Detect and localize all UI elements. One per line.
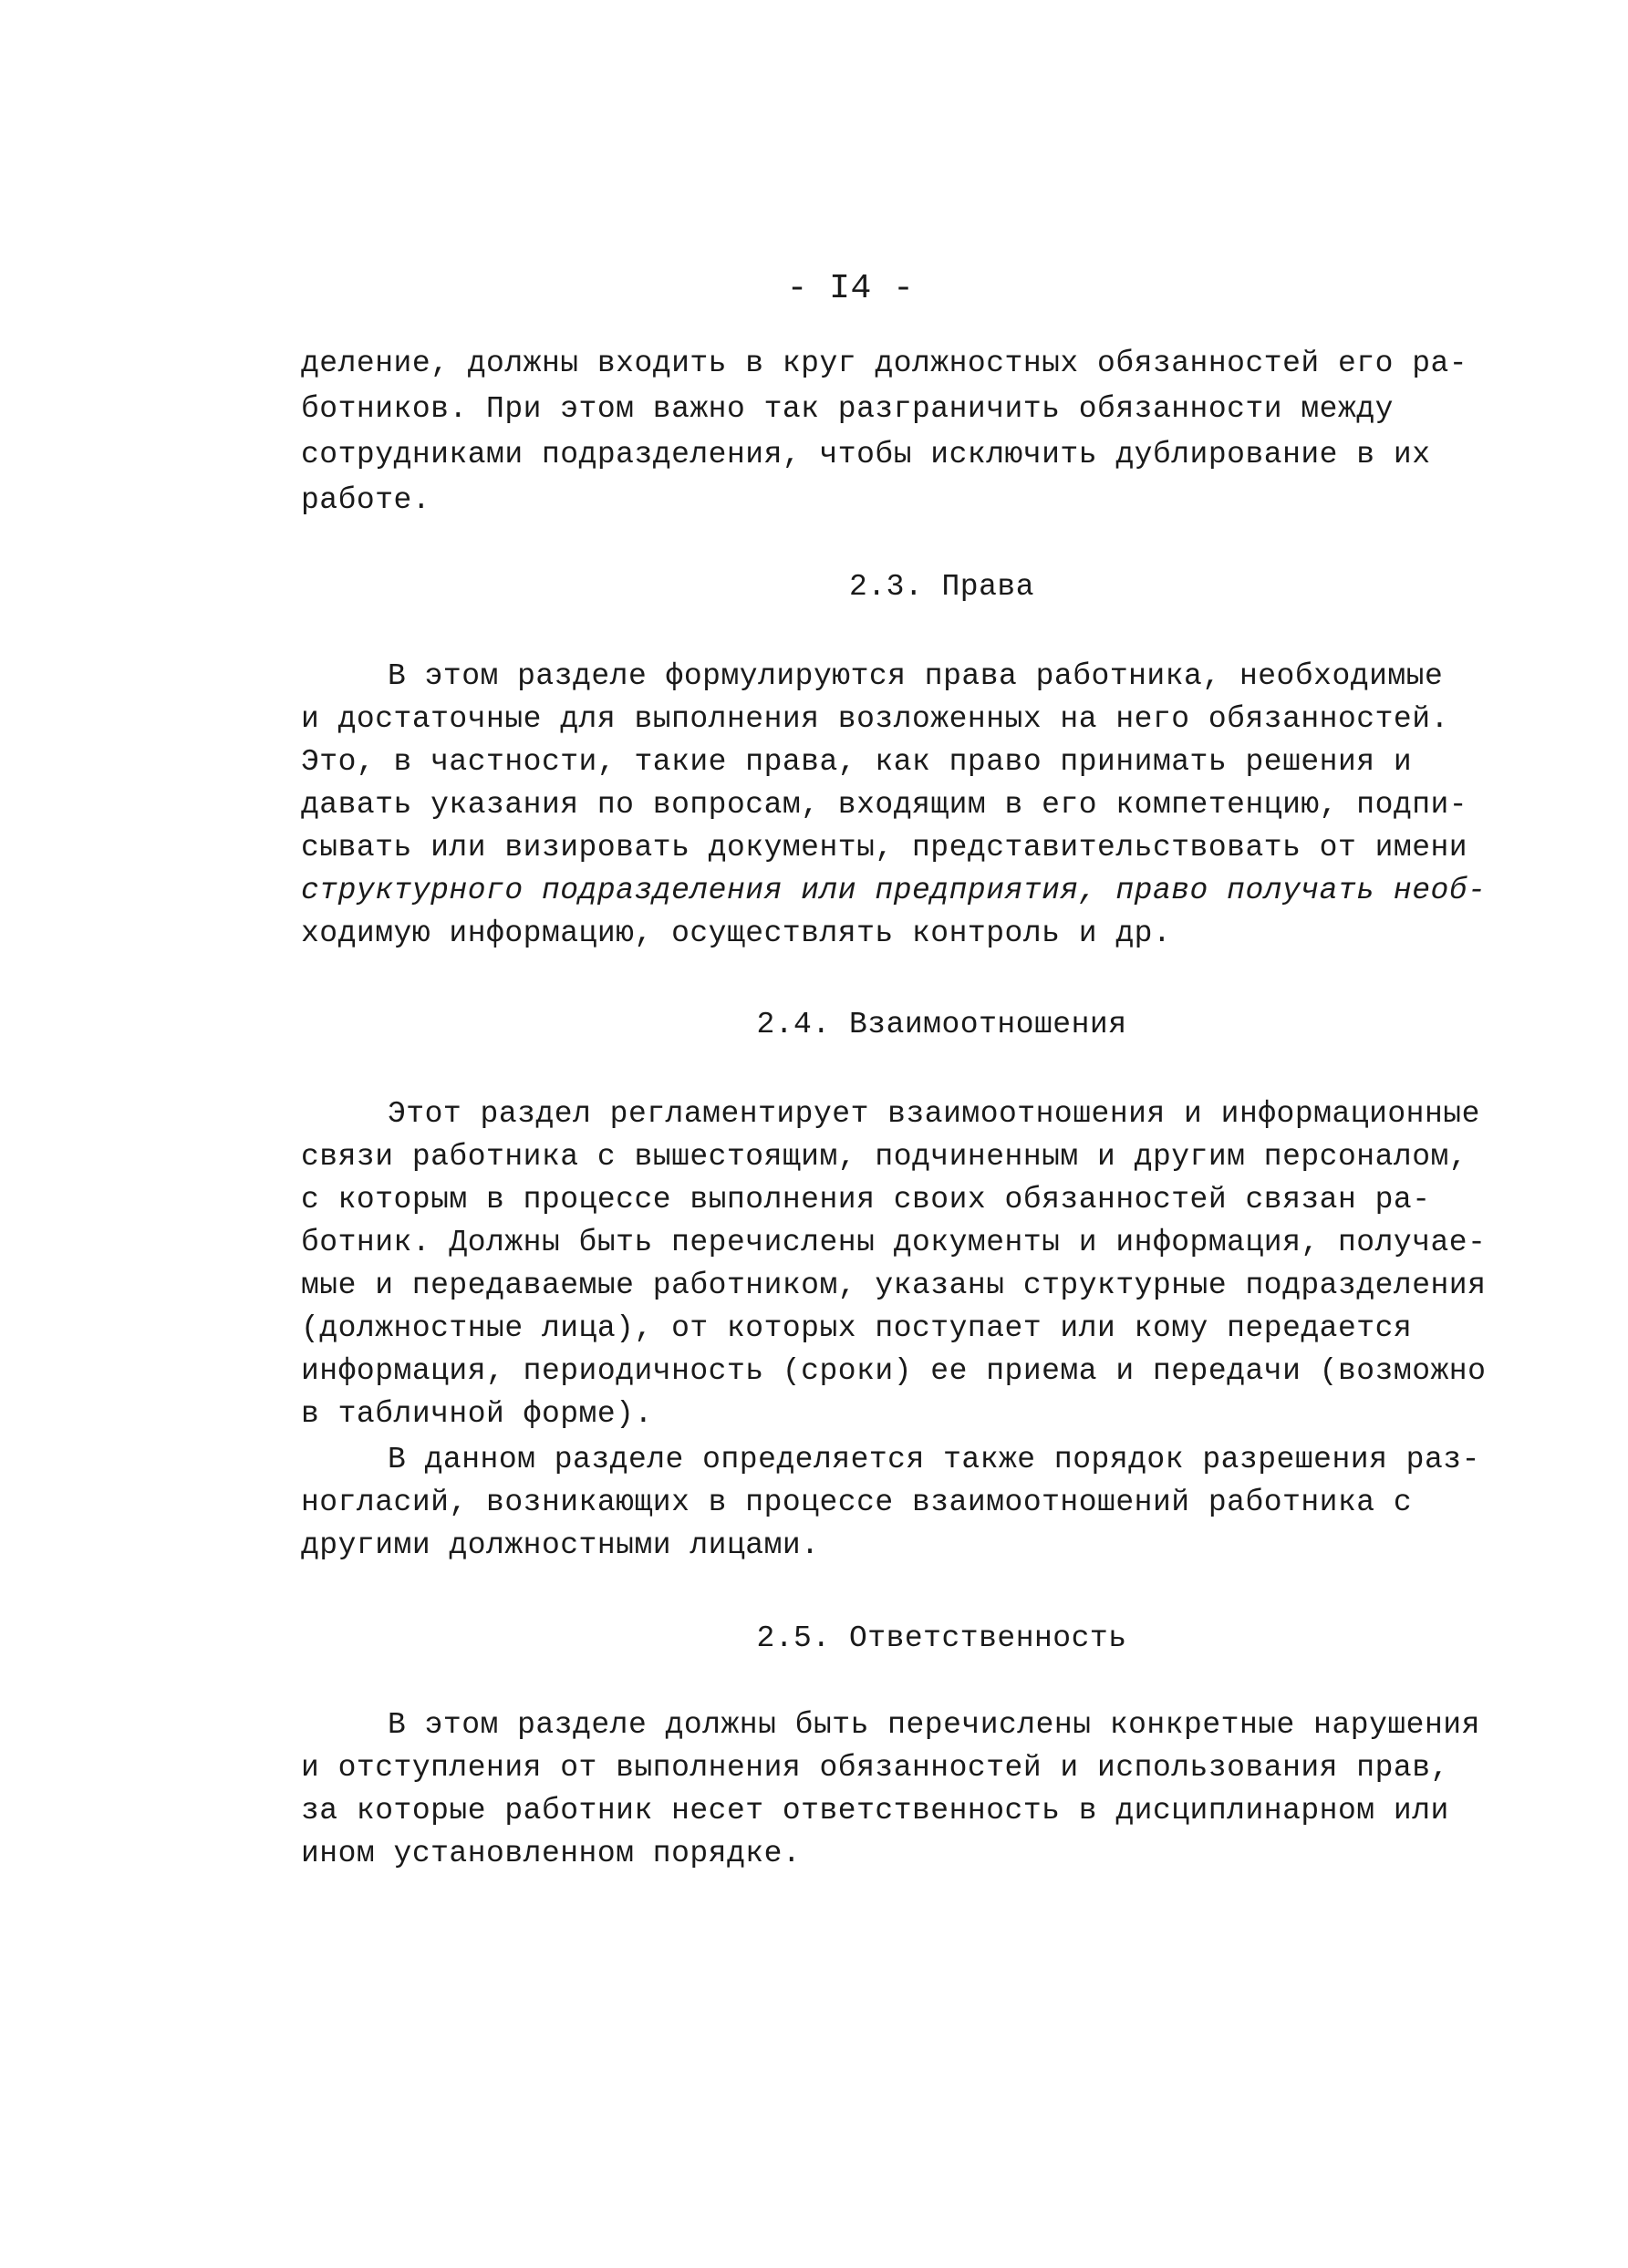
section-heading: 2.4. Взаимоотношения <box>756 1008 1127 1041</box>
text-line: сотрудниками подразделения, чтобы исключить дублирование в их <box>301 438 1431 471</box>
text-line: и достаточные для выполнения возложенных на него обязанностей. <box>301 702 1449 736</box>
text-line: другими должностными лицами. <box>301 1528 820 1562</box>
text-line: ботников. При этом важно так разграничить обязанности между <box>301 392 1394 426</box>
text-line: давать указания по вопросам, входящим в его компетенцию, подпи- <box>301 788 1468 822</box>
text-line: работе. <box>301 483 431 517</box>
text-line: с которым в процессе выполнения своих обязанностей связан ра- <box>301 1183 1431 1217</box>
text-line: в табличной форме). <box>301 1397 653 1431</box>
text-line: Это, в частности, такие права, как право принимать решения и <box>301 745 1413 779</box>
text-line: информация, периодичность (сроки) ее приема и передачи (возможно <box>301 1354 1487 1388</box>
page-number: - I4 - <box>786 269 915 308</box>
text-line: В данном разделе определяется также порядок разрешения раз- <box>388 1443 1480 1476</box>
text-line: сывать или визировать документы, представительствовать от имени <box>301 831 1468 865</box>
text-line: ботник. Должны быть перечислены документы и информация, получае- <box>301 1226 1487 1259</box>
text-line: деление, должны входить в круг должностных обязанностей его ра- <box>301 347 1468 380</box>
text-line: связи работника с вышестоящим, подчиненным и другим персоналом, <box>301 1140 1468 1174</box>
text-line: структурного подразделения или предприятия, право получать необ- <box>301 874 1487 907</box>
text-line: мые и передаваемые работником, указаны структурные подразделения <box>301 1269 1487 1302</box>
section-heading: 2.3. Права <box>848 570 1035 604</box>
text-line: ином установленном порядке. <box>301 1837 802 1870</box>
text-line: (должностные лица), от которых поступает или кому передается <box>301 1311 1413 1345</box>
text-line: В этом разделе формулируются права работника, необходимые <box>388 659 1444 693</box>
text-line: В этом разделе должны быть перечислены конкретные нарушения <box>388 1708 1480 1742</box>
text-line: ногласий, возникающих в процессе взаимоотношений работника с <box>301 1486 1413 1519</box>
text-line: Этот раздел регламентирует взаимоотношения и информационные <box>388 1097 1480 1131</box>
text-line: и отступления от выполнения обязанностей и использования прав, <box>301 1751 1449 1785</box>
section-heading: 2.5. Ответственность <box>756 1621 1127 1655</box>
text-line: ходимую информацию, осуществлять контроль и др. <box>301 917 1172 950</box>
text-line: за которые работник несет ответственность в дисциплинарном или <box>301 1794 1449 1828</box>
